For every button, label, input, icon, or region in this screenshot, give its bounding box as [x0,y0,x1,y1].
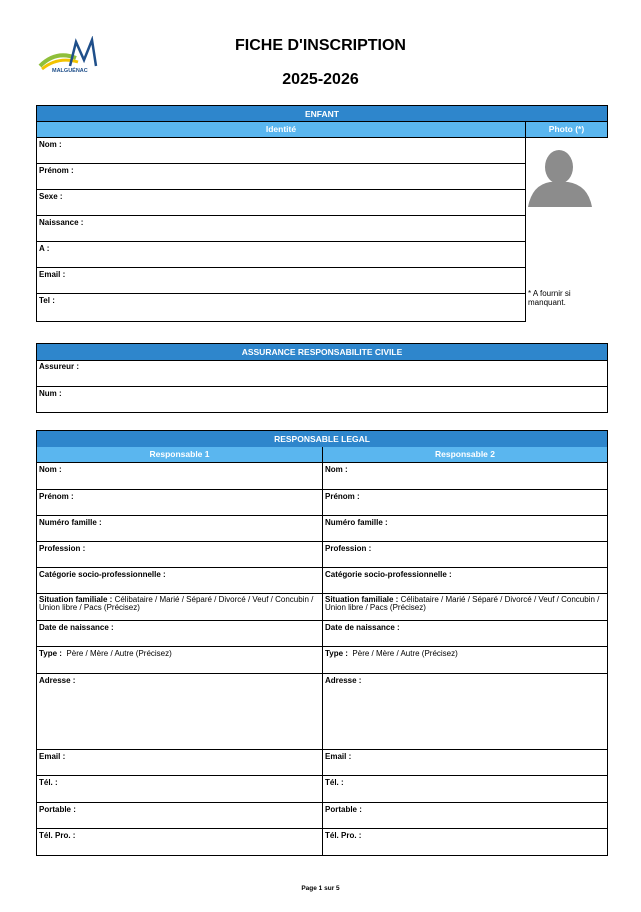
r2-type-label: Type : Père / Mère / Autre (Précisez) [325,649,458,658]
r1-nom-label: Nom : [39,465,62,474]
enfant-email-label: Email : [39,270,66,279]
r2-nom-label: Nom : [325,465,348,474]
r2-prenom-label: Prénom : [325,492,360,501]
r1-situation-label [37,594,321,612]
enfant-prenom-label: Prénom : [39,166,74,175]
identite-header: Identité [37,122,525,137]
r1-prenom-label: Prénom : [39,492,74,501]
r1-profession-label: Profession : [39,544,86,553]
enfant-naissance-label: Naissance : [39,218,84,227]
r2-tel-label: Tél. : [325,778,344,787]
r2-email-label: Email : [325,752,352,761]
enfant-sexe-label: Sexe : [39,192,63,201]
r2-situation-label [323,594,607,612]
responsable-2-header: Responsable 2 [323,447,607,462]
responsable-section [36,430,608,856]
r1-email-label: Email : [39,752,66,761]
enfant-tel-label: Tel : [39,296,55,305]
r1-adresse-label: Adresse : [39,676,76,685]
r1-categorie-label: Catégorie socio-professionnelle : [39,570,166,579]
r1-date-label: Date de naissance : [39,623,114,632]
assureur-label: Assureur : [39,362,80,371]
r2-categorie-label: Catégorie socio-professionnelle : [325,570,452,579]
r2-date-label: Date de naissance : [325,623,400,632]
r1-tel-label: Tél. : [39,778,58,787]
r1-numero-label: Numéro famille : [39,518,102,527]
page-footer: Page 1 sur 5 [301,885,340,892]
r2-adresse-label: Adresse : [325,676,362,685]
responsable-1-header: Responsable 1 [37,447,322,462]
r1-telpro-label: Tél. Pro. : [39,831,76,840]
enfant-lieu-label: A : [39,244,50,253]
person-silhouette-icon [528,145,592,207]
r2-situation-title: Situation familiale : [325,595,399,604]
enfant-header: ENFANT [37,106,608,123]
r1-situation-options: Célibataire / Marié / Séparé / Divorcé / Veuf / Concubin / Union libre / Pacs (Précisez) [39,595,314,612]
photo-header: Photo (*) [526,122,607,137]
r2-numero-label: Numéro famille : [325,518,388,527]
r1-portable-label: Portable : [39,805,76,814]
photo-note: * A fournir si manquant. [528,289,571,307]
photo-block [525,121,608,138]
r2-telpro-label: Tél. Pro. : [325,831,362,840]
page-year: 2025-2026 [282,71,359,88]
logo-text: MALGUÉNAC [52,68,88,74]
r2-profession-label: Profession : [325,544,372,553]
enfant-nom-label: Nom : [39,140,62,149]
responsable-header: RESPONSABLE LEGAL [37,431,607,448]
page-title: FICHE D'INSCRIPTION [235,37,406,54]
r1-situation-title: Situation familiale : [39,595,113,604]
r2-portable-label: Portable : [325,805,362,814]
assurance-header: ASSURANCE RESPONSABILITE CIVILE [37,344,607,361]
identite-block [36,121,526,322]
r2-situation-options: Célibataire / Marié / Séparé / Divorcé / Veuf / Concubin / Union libre / Pacs (Précisez) [325,595,600,612]
assurance-section [36,343,608,413]
r1-type-label: Type : Père / Mère / Autre (Précisez) [39,649,172,658]
num-label: Num : [39,389,62,398]
